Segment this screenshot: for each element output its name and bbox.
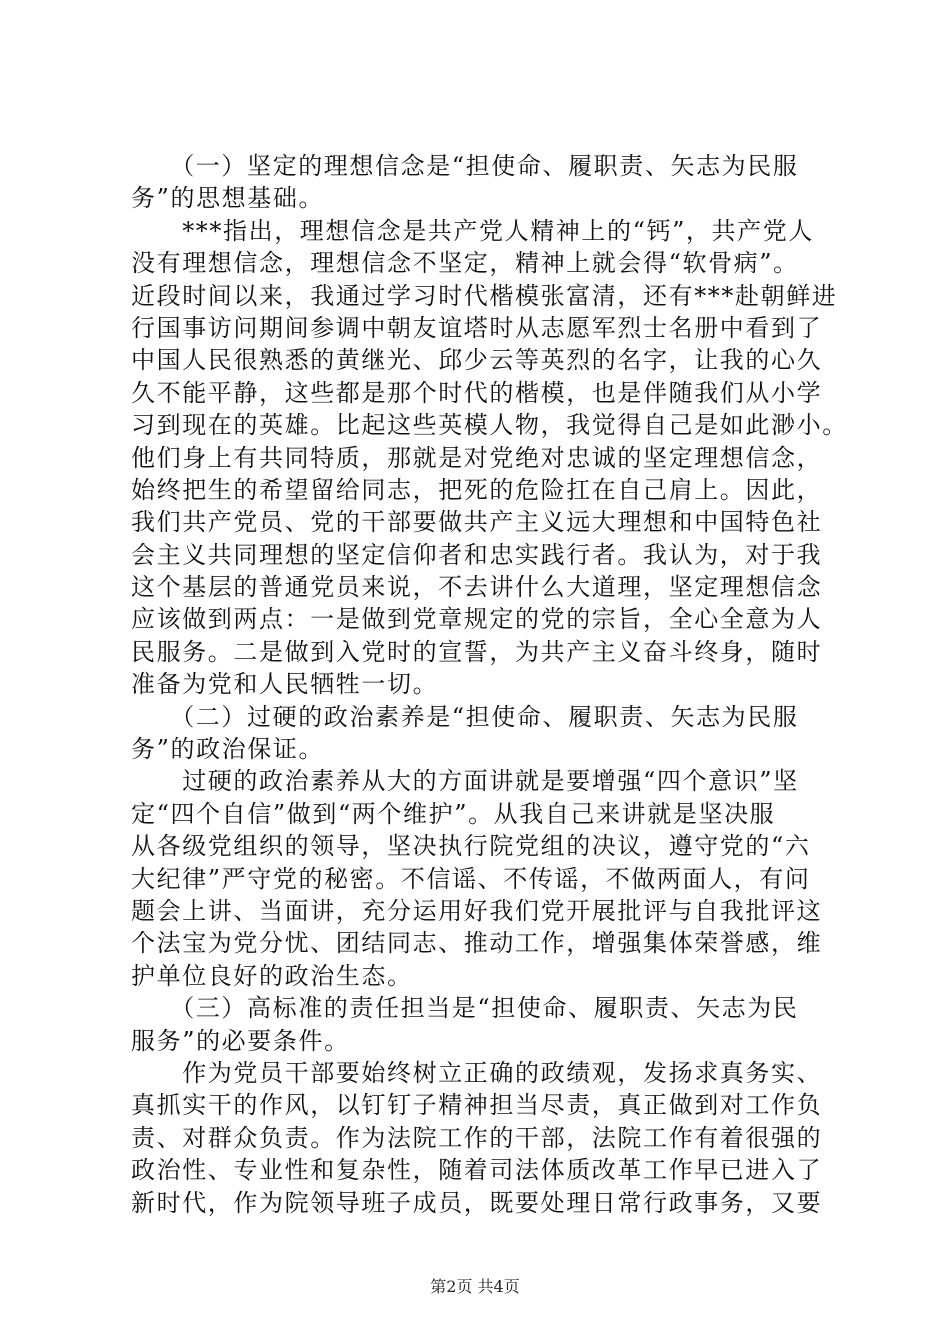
text-line: 民服务。二是做到入党时的宣誓，为共产主义奋斗终身，随时 [131, 637, 823, 666]
text-line: 务”的思想基础。 [131, 184, 325, 213]
text-line: 服务”的必要条件。 [131, 1026, 350, 1055]
text-line: （二）过硬的政治素养是“担使命、履职责、矢志为民服 [131, 702, 799, 731]
text-line: 会主义共同理想的坚定信仰者和忠实践行者。我认为，对于我 [131, 540, 823, 569]
text-line: 习到现在的英雄。比起这些英模人物，我觉得自己是如此渺小。 [131, 411, 848, 440]
text-line: 题会上讲、当面讲，充分运用好我们党开展批评与自我批评这 [131, 896, 823, 925]
text-line: 他们身上有共同特质，那就是对党绝对忠诚的坚定理想信念， [131, 443, 823, 472]
body-text [131, 150, 848, 1219]
text-line: 大纪律”严守党的秘密。不信谣、不传谣，不做两面人，有问 [131, 864, 811, 893]
text-line: 中国人民很熟悉的黄继光、邱少云等英烈的名字，让我的心久 [131, 346, 823, 375]
text-line: 新时代，作为院领导班子成员，既要处理日常行政事务，又要 [131, 1188, 823, 1217]
page-number-label: 第2页 共4页 [430, 1277, 520, 1296]
text-line: 从各级党组织的领导，坚决执行院党组的决议，遵守党的“六 [131, 832, 811, 861]
text-line: ***指出，理想信念是共产党人精神上的“钙”，共产党人 [131, 216, 814, 245]
text-line: 个法宝为党分忧、团结同志、推动工作，增强集体荣誉感，维 [131, 929, 823, 958]
text-line: 真抓实干的作风，以钉钉子精神担当尽责，真正做到对工作负 [131, 1091, 823, 1120]
text-line: 定“四个自信”做到“两个维护”。从我自己来讲就是坚决服 [131, 799, 776, 828]
text-line: 没有理想信念，理想信念不坚定，精神上就会得“软骨病”。 [131, 249, 799, 278]
text-line: 政治性、专业性和复杂性，随着司法体质改革工作早已进入了 [131, 1156, 823, 1185]
text-line: 行国事访问期间参调中朝友谊塔时从志愿军烈士名册中看到了 [131, 313, 823, 342]
text-line: 应该做到两点：一是做到党章规定的党的宗旨，全心全意为人 [131, 605, 823, 634]
text-line: 久不能平静，这些都是那个时代的楷模，也是伴随我们从小学 [131, 378, 823, 407]
text-line: 护单位良好的政治生态。 [131, 961, 413, 990]
text-line: 我们共产党员、党的干部要做共产主义远大理想和中国特色社 [131, 508, 823, 537]
text-line: （一）坚定的理想信念是“担使命、履职责、矢志为民服 [131, 152, 799, 180]
text-line: 务”的政治保证。 [131, 735, 325, 764]
text-line: 准备为党和人民牺牲一切。 [131, 670, 439, 699]
text-line: 这个基层的普通党员来说，不去讲什么大道理，坚定理想信念 [131, 573, 823, 602]
text-line: 过硬的政治素养从大的方面讲就是要增强“四个意识”坚 [131, 767, 799, 796]
text-line: 始终把生的希望留给同志，把死的危险扛在自己肩上。因此， [131, 475, 823, 504]
text-line: 责、对群众负责。作为法院工作的干部，法院工作有着很强的 [131, 1123, 823, 1152]
page-footer [0, 1277, 950, 1297]
text-line: 近段时间以来，我通过学习时代楷模张富清，还有***赴朝鲜进 [131, 281, 838, 310]
text-line: 作为党员干部要始终树立正确的政绩观，发扬求真务实、 [131, 1058, 823, 1087]
text-line: （三）高标准的责任担当是“担使命、履职责、矢志为民 [131, 994, 799, 1023]
